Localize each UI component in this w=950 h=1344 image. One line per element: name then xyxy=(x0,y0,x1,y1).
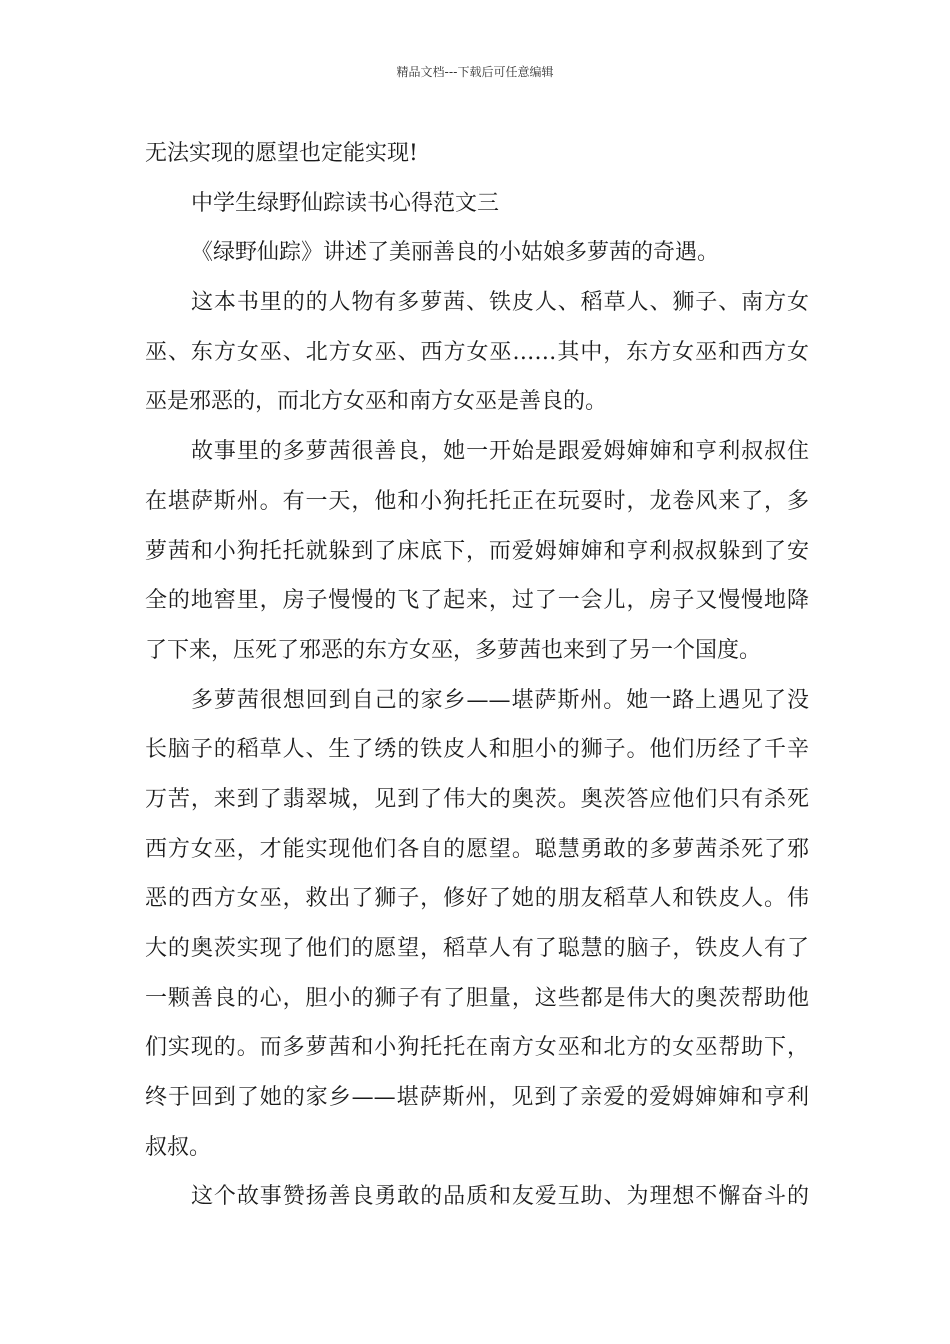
text-line: 故事里的多萝茜很善良，她一开始是跟爱姆婶婶和亨利叔叔住 xyxy=(191,439,809,465)
text-line: 终于回到了她的家乡——堪萨斯州，见到了亲爱的爱姆婶婶和亨利 xyxy=(145,1085,809,1111)
text-line: 了下来，压死了邪恶的东方女巫，多萝茜也来到了另一个国度。 xyxy=(145,637,762,663)
text-line: 多萝茜很想回到自己的家乡——堪萨斯州。她一路上遇见了没 xyxy=(191,687,809,713)
text-line: 们实现的。而多萝茜和小狗托托在南方女巫和北方的女巫帮助下， xyxy=(145,1035,809,1061)
text-line: 大的奥茨实现了他们的愿望，稻草人有了聪慧的脑子，铁皮人有了 xyxy=(145,936,809,961)
page-header: 精品文档---下载后可任意编辑 xyxy=(396,65,554,79)
text-line: 万苦，来到了翡翠城，见到了伟大的奥茨。奥茨答应他们只有杀死 xyxy=(145,786,809,812)
text-line: 西方女巫，才能实现他们各自的愿望。聪慧勇敢的多萝茜杀死了邪 xyxy=(145,836,809,862)
text-line: 这个故事赞扬善良勇敢的品质和友爱互助、为理想不懈奋斗的 xyxy=(191,1184,809,1210)
section-title: 中学生绿野仙踪读书心得范文三 xyxy=(191,190,500,216)
text-line: 萝茜和小狗托托就躲到了床底下，而爱姆婶婶和亨利叔叔躲到了安 xyxy=(145,538,809,564)
text-line: 《绿野仙踪》讲述了美丽善良的小姑娘多萝茜的奇遇。 xyxy=(191,240,720,266)
text-line: 在堪萨斯州。有一天，他和小狗托托正在玩耍时，龙卷风来了，多 xyxy=(145,488,809,514)
text-line: 叔叔。 xyxy=(145,1134,212,1160)
text-line: 长脑子的稻草人、生了绣的铁皮人和胆小的狮子。他们历经了千辛 xyxy=(145,737,809,763)
text-line: 一颗善良的心，胆小的狮子有了胆量，这些都是伟大的奥茨帮助他 xyxy=(145,985,809,1011)
text-line: 这本书里的的人物有多萝茜、铁皮人、稻草人、狮子、南方女 xyxy=(191,290,809,316)
text-line: 全的地窖里，房子慢慢的飞了起来，过了一会儿，房子又慢慢地降 xyxy=(145,588,809,614)
document-body xyxy=(145,129,809,1222)
text-line: 巫是邪恶的，而北方女巫和南方女巫是善良的。 xyxy=(145,389,608,415)
text-line: 无法实现的愿望也定能实现! xyxy=(145,141,418,166)
text-line: 恶的西方女巫，救出了狮子，修好了她的朋友稻草人和铁皮人。伟 xyxy=(145,886,809,912)
text-line: 巫、东方女巫、北方女巫、西方女巫……其中，东方女巫和西方女 xyxy=(145,339,809,365)
